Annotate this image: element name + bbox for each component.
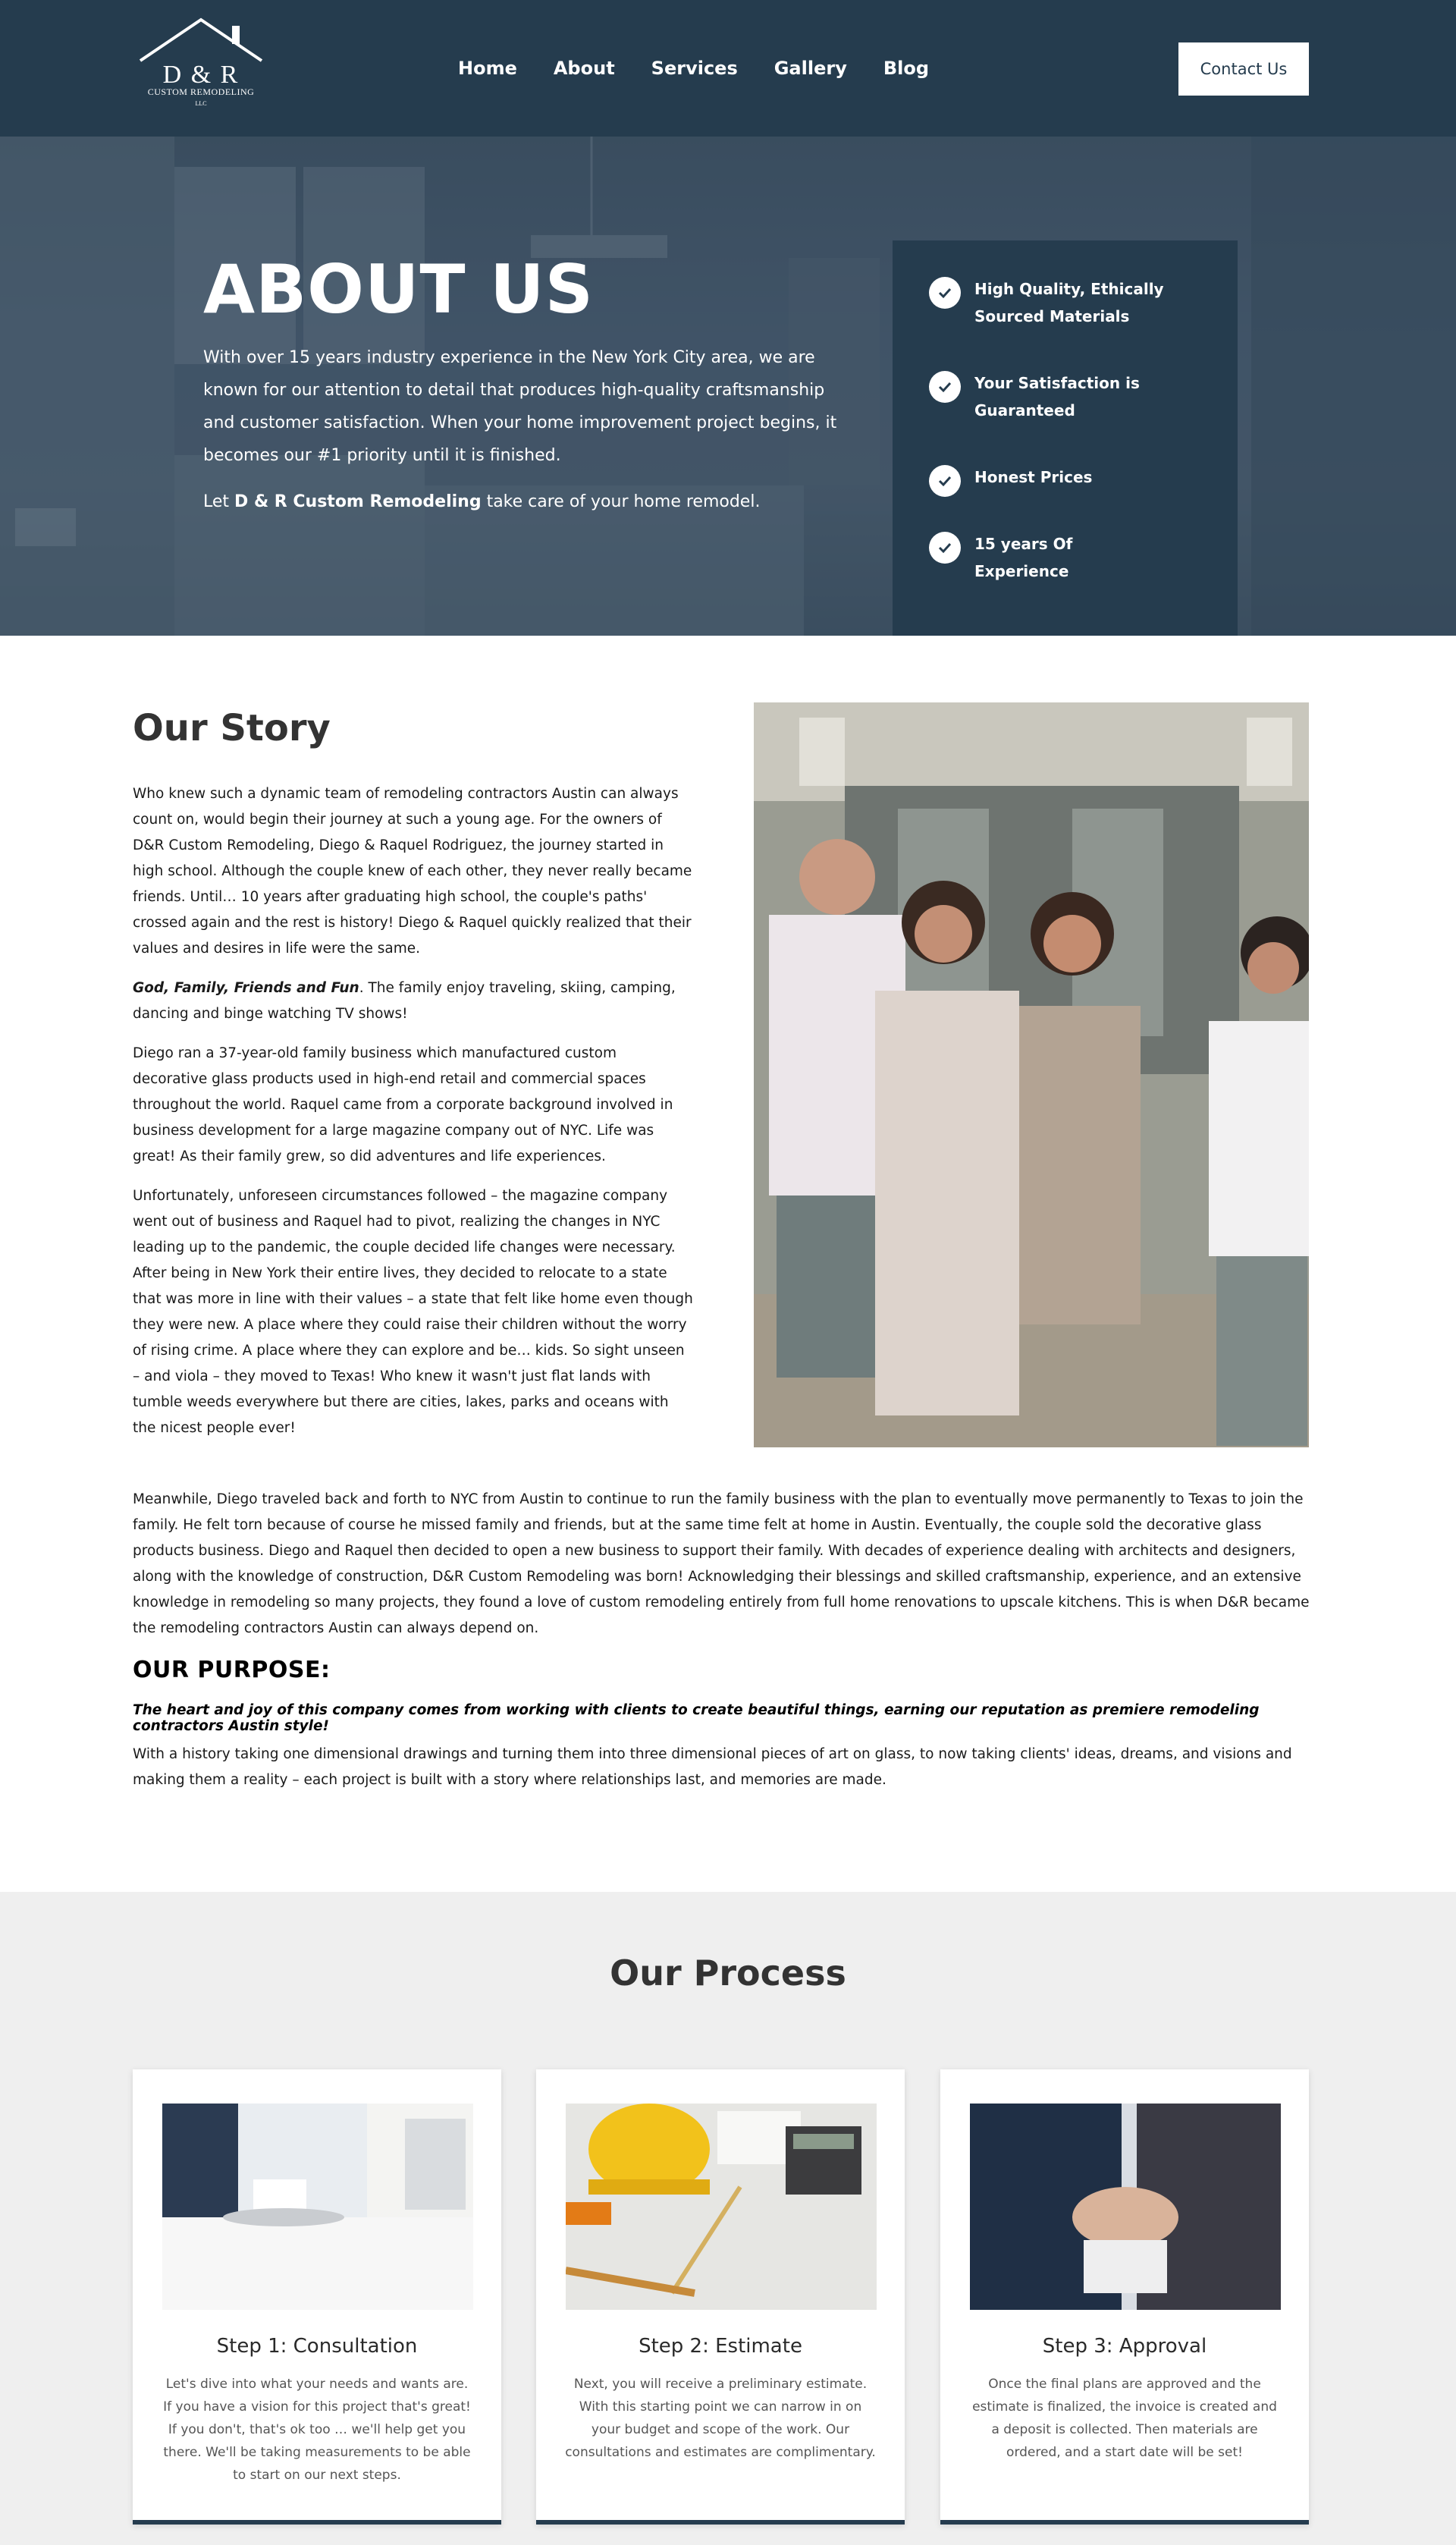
main-nav bbox=[440, 58, 947, 79]
logo-mark: D & R bbox=[162, 61, 240, 89]
step-title: Step 1: Consultation bbox=[216, 2335, 418, 2358]
feature-item bbox=[929, 530, 1172, 585]
nav-gallery[interactable]: Gallery bbox=[774, 58, 847, 79]
nav-home[interactable]: Home bbox=[458, 58, 517, 79]
purpose-text: With a history taking one dimensional drawings and turning them into three dimensional pieces of art on glass, to now taking clients' ideas, dreams, and visions and making them a reality – each project is built with a story where relationships last, and memories are made. bbox=[133, 1746, 1292, 1788]
step-text: Once the final plans are approved and the estimate is finalized, the invoice is created and a deposit is collected. Then materials are ordered, and a start date will be set! bbox=[972, 2377, 1277, 2460]
estimate-image bbox=[566, 2104, 877, 2310]
roof-logo-icon bbox=[136, 17, 265, 62]
feature-label: High Quality, Ethically Sourced Materials bbox=[974, 280, 1164, 325]
story-paragraph: Unfortunately, unforeseen circumstances followed – the magazine company went out of business and Raquel had to pivot, realizing the changes in NYC leading up to the pandemic, the couple decided life changes were necessary. After being in New York their entire lives, they decided to relocate to a state that was more in line with their values – a state that felt like home even though they were new. A place where they could raise their children without the worry of rising crime. A place where they can explore and be… kids. So sight unseen – and viola – they moved to Texas! Who knew it wasn't just flat lands with tumble weeds everywhere but there are cities, lakes, parks and oceans with the nicest people ever! bbox=[133, 1188, 693, 1436]
nav-blog[interactable]: Blog bbox=[883, 58, 930, 79]
process-section bbox=[0, 1892, 1456, 2545]
process-title: Our Process bbox=[610, 1953, 846, 1994]
family-photo bbox=[754, 702, 1309, 1447]
contact-us-button[interactable]: Contact Us bbox=[1178, 42, 1309, 96]
nav-services[interactable]: Services bbox=[651, 58, 738, 79]
feature-label: Honest Prices bbox=[974, 468, 1093, 486]
feature-item bbox=[929, 275, 1172, 330]
process-card-estimate bbox=[536, 2069, 905, 2525]
brand-logo[interactable] bbox=[136, 17, 265, 108]
step-text: Next, you will receive a preliminary estimate. With this starting point we can narrow in on your budget and scope of the work. Our consultations and estimates are complimentary. bbox=[565, 2377, 876, 2460]
story-title: Our Story bbox=[133, 707, 331, 749]
checkmark-icon bbox=[929, 371, 961, 403]
story-text bbox=[133, 781, 694, 1455]
step-text: Let's dive into what your needs and wants are. If you have a vision for this project that's great! If you don't, that's ok too … we'll help get you there. We'll be taking measurements to be able to start on our next steps. bbox=[163, 2377, 471, 2483]
hero-cta-text bbox=[203, 485, 855, 518]
process-card-approval bbox=[940, 2069, 1309, 2525]
story-paragraph-full: Meanwhile, Diego traveled back and forth to NYC from Austin to continue to run the family business with the plan to eventually move permanently to Texas to join the family. He felt torn because of course he missed family and friends, but at the same time felt at home in Austin. Eventually, the couple sold the decorative glass products business. Diego and Raquel then decided to open a new business to support their family. With decades of experience dealing with architects and designers, along with the knowledge of construction, D&R Custom Remodeling was born! Acknowledging their blessings and skilled craftsmanship, experience, and an extensive knowledge in remodeling so many projects, they found a love of custom remodeling entirely from full home renovations to upscale kitchens. This is when D&R became the remodeling contractors Austin can always depend on. bbox=[133, 1491, 1310, 1636]
family-photo-image bbox=[754, 702, 1309, 1447]
purpose-lead: The heart and joy of this company comes from working with clients to create beautiful things, earning our reputation as premiere remodeling contractors Austin style! bbox=[133, 1702, 1260, 1734]
feature-item bbox=[929, 463, 1172, 497]
cta-suffix: take care of your home remodel. bbox=[481, 492, 761, 511]
story-paragraph: Who knew such a dynamic team of remodeling contractors Austin can always count on, would begin their journey at such a young age. For the owners of D&R Custom Remodeling, Diego & Raquel Rodriguez, the journey started in high school. Although the couple knew of each other, they never really became friends. Until… 10 years after graduating high school, the couple's paths' crossed again and the rest is history! Diego & Raquel quickly realized that their values and desires in life were the same. bbox=[133, 786, 692, 957]
checkmark-icon bbox=[929, 465, 961, 497]
feature-label: 15 years Of Experience bbox=[974, 535, 1073, 580]
consultation-image bbox=[162, 2104, 473, 2310]
feature-item bbox=[929, 369, 1172, 424]
step-title: Step 3: Approval bbox=[1042, 2335, 1207, 2358]
hero-intro-text: With over 15 years industry experience in the New York City area, we are known for our attention to detail that produces high-quality craftsmanship and customer satisfaction. When your home improvement project begins, it becomes our #1 priority until it is finished. bbox=[203, 348, 837, 465]
checkmark-icon bbox=[929, 277, 961, 309]
story-paragraph-rest: . The family enjoy traveling, skiing, camping, dancing and binge watching TV shows! bbox=[133, 980, 676, 1022]
story-paragraph bbox=[133, 976, 694, 1027]
feature-label: Your Satisfaction is Guaranteed bbox=[974, 374, 1140, 419]
cta-company-name: D & R Custom Remodeling bbox=[234, 492, 482, 511]
checkmark-icon bbox=[929, 532, 961, 564]
story-paragraph: Diego ran a 37-year-old family business which manufactured custom decorative glass products used in high-end retail and commercial spaces throughout the world. Raquel came from a corporate background involved in business development for a large magazine company out of NYC. Life was great! As their family grew, so did adventures and life experiences. bbox=[133, 1045, 673, 1164]
story-emphasis: God, Family, Friends and Fun bbox=[133, 980, 359, 996]
purpose-title: OUR PURPOSE: bbox=[133, 1657, 331, 1683]
logo-subtitle: CUSTOM REMODELING bbox=[147, 86, 255, 97]
site-header bbox=[0, 0, 1456, 137]
page-title: ABOUT US bbox=[203, 250, 594, 328]
step-title: Step 2: Estimate bbox=[639, 2335, 802, 2358]
process-card-consultation bbox=[133, 2069, 501, 2525]
hero-section bbox=[0, 137, 1456, 636]
features-panel bbox=[893, 240, 1238, 636]
cta-prefix: Let bbox=[203, 492, 235, 511]
approval-image bbox=[970, 2104, 1281, 2310]
nav-about[interactable]: About bbox=[553, 58, 615, 79]
logo-tag: LLC bbox=[195, 100, 207, 107]
